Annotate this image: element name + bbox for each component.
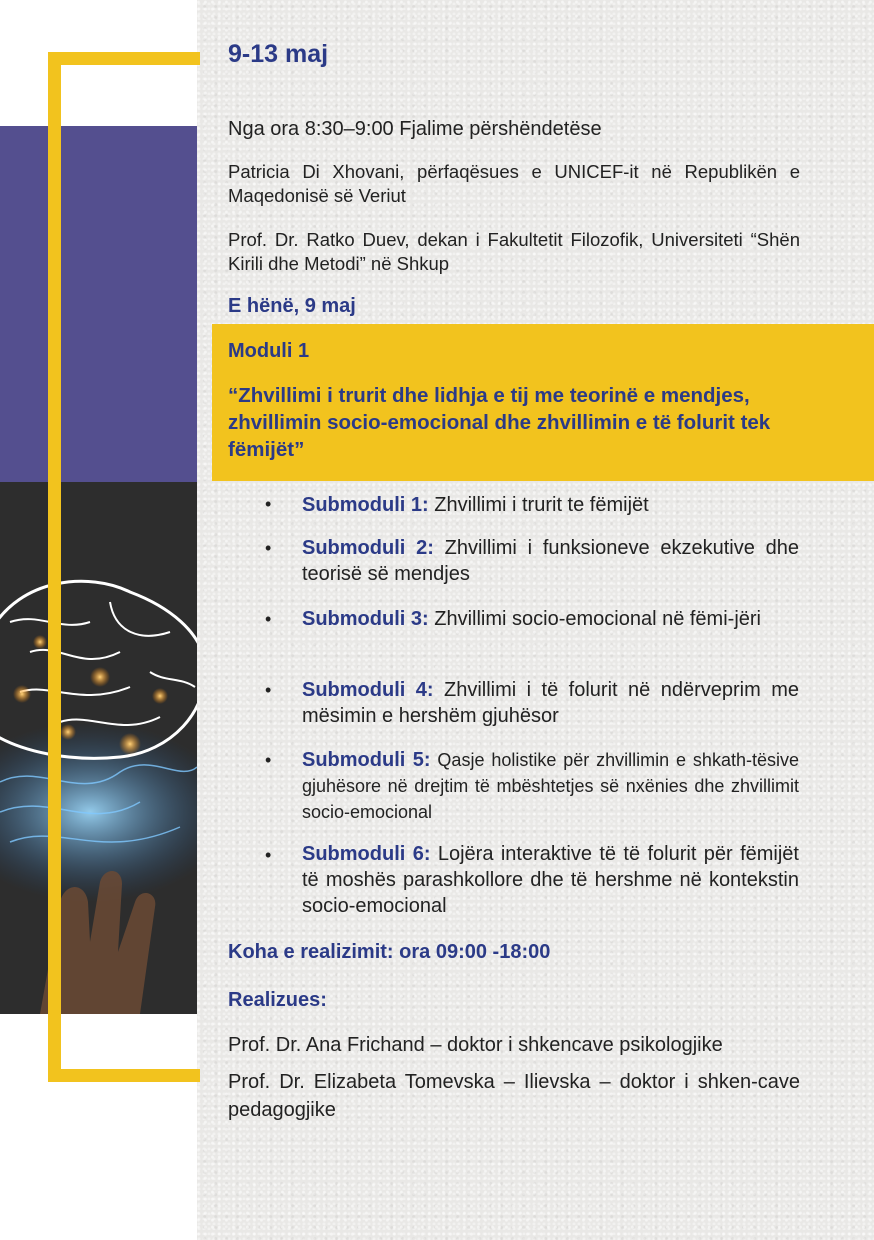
bullet-icon: • — [265, 494, 272, 514]
purple-color-block — [0, 126, 197, 482]
day-heading: E hënë, 9 maj — [228, 295, 356, 317]
timing-heading: Koha e realizimit: ora 09:00 -18:00 — [228, 941, 551, 963]
submodule-key: Submoduli 2: — [302, 537, 434, 559]
facilitator-2: Prof. Dr. Elizabeta Tomevska – Ilievska – doktor i shken-cave pedagogjike — [228, 1071, 800, 1121]
module-label: Moduli 1 — [228, 340, 310, 362]
bullet-icon: • — [265, 538, 272, 558]
submodule-key: Submoduli 3: — [302, 608, 429, 630]
frame-left-bar — [48, 52, 61, 1082]
frame-bottom-bar — [48, 1069, 200, 1082]
date-range-heading: 9-13 maj — [228, 40, 329, 68]
list-item — [302, 606, 799, 632]
facilitator-1: Prof. Dr. Ana Frichand – doktor i shkencave psikologjike — [228, 1034, 723, 1056]
submodule-key: Submoduli 1: — [302, 494, 429, 516]
bullet-icon: • — [265, 750, 272, 770]
frame-top-bar — [48, 52, 200, 65]
bullet-icon: • — [265, 609, 272, 629]
module-highlight-box — [212, 324, 874, 481]
submodule-text: Lojëra interaktive të të folurit për fëmijët të moshës parashkollore dhe të hershme në kontekstin socio-emocional — [302, 843, 799, 917]
bullet-icon: • — [265, 680, 272, 700]
submodule-text: Zhvillimi i funksioneve ekzekutive dhe teorisë së mendjes — [302, 537, 799, 585]
submodule-key: Submoduli 4: — [302, 679, 434, 701]
module-title: “Zhvillimi i trurit dhe lidhja e tij me teorinë e mendjes, zhvillimin socio-emocional dhe zhvillimin e të folurit tek fëmijët” — [228, 384, 771, 461]
brain-image — [0, 482, 197, 1014]
bullet-icon: • — [265, 845, 272, 865]
facilitators-heading: Realizues: — [228, 989, 327, 1011]
submodule-key: Submoduli 5: — [302, 749, 431, 771]
submodule-text: Zhvillimi socio-emocional në fëmi-jëri — [428, 608, 761, 630]
submodule-text: Qasje holistike për zhvillimin e shkath-tësive gjuhësore në drejtim të mbështetjes së nxënies dhe zhvillimit socio-emocional — [302, 750, 799, 822]
speaker-dean: Prof. Dr. Ratko Duev, dekan i Fakultetit Filozofik, Universiteti “Shën Kirili dhe Metodi” në Shkup — [228, 229, 800, 274]
submodule-text: Zhvillimi i të folurit në ndërveprim me mësimin e hershëm gjuhësor — [302, 679, 799, 727]
list-item — [302, 747, 799, 825]
list-item — [302, 492, 799, 518]
list-item — [302, 841, 799, 919]
brain-icon — [0, 482, 197, 1014]
greeting-time: Nga ora 8:30–9:00 Fjalime përshëndetëse — [228, 118, 602, 140]
list-item — [302, 535, 799, 587]
submodule-key: Submoduli 6: — [302, 843, 431, 865]
list-item — [302, 677, 799, 729]
submodule-text: Zhvillimi i trurit te fëmijët — [428, 494, 649, 516]
speaker-unicef: Patricia Di Xhovani, përfaqësues e UNICEF-it në Republikën e Maqedonisë së Veriut — [228, 161, 800, 206]
